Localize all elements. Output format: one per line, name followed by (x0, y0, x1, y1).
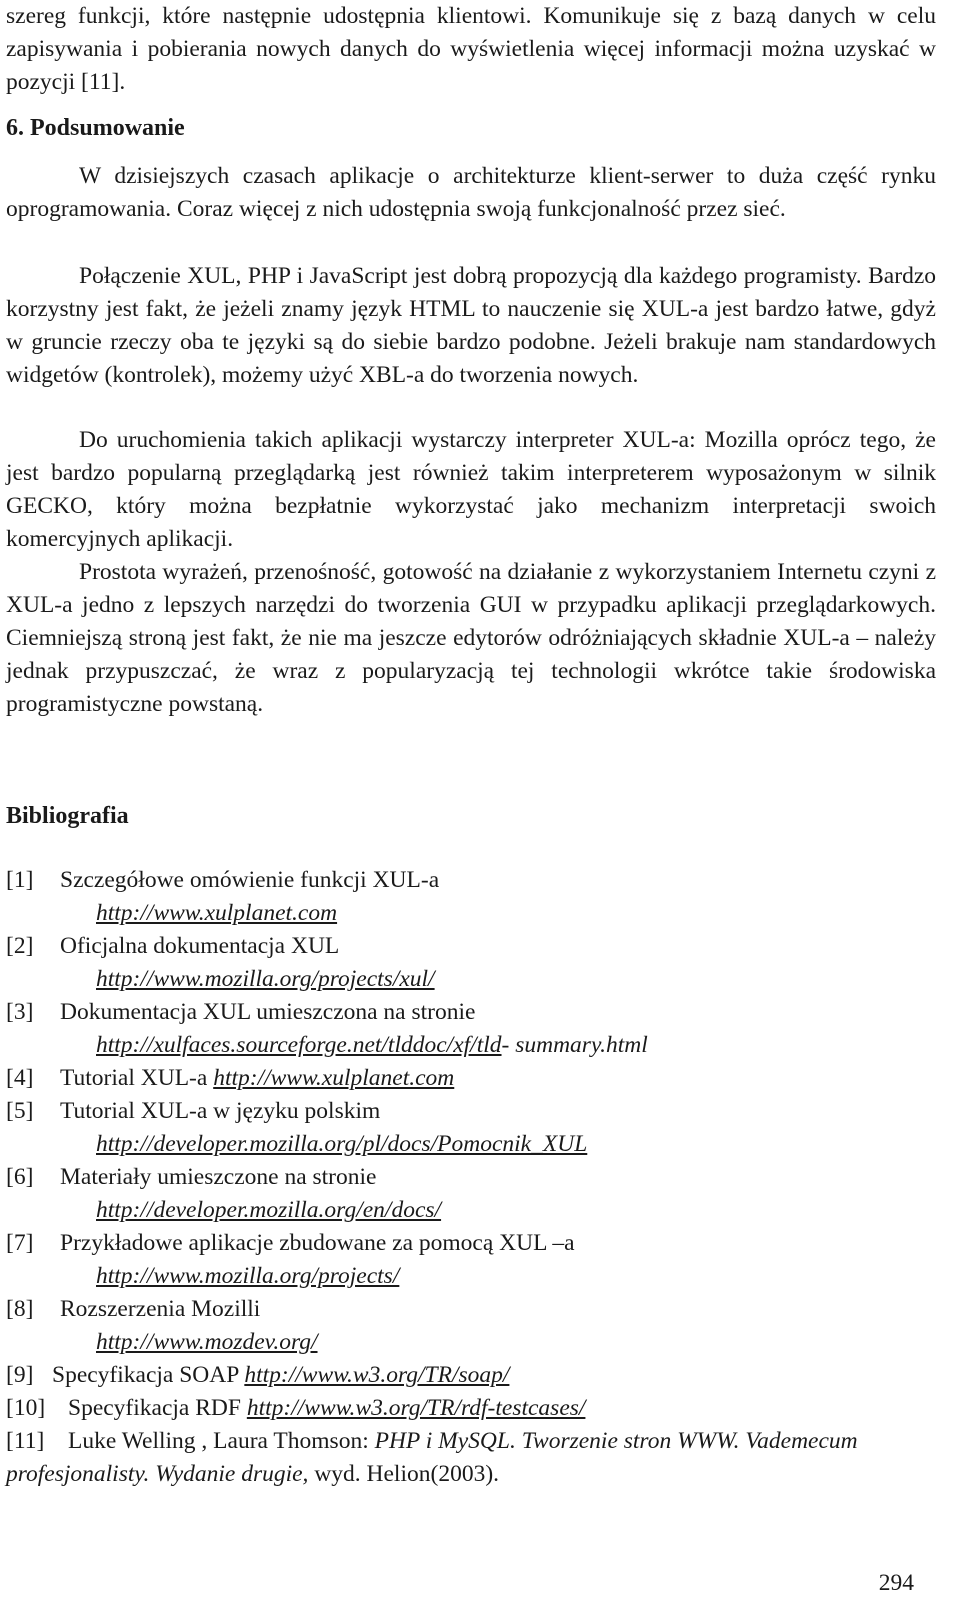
bibliography-item (6, 1227, 936, 1260)
ref-publisher: wyd. Helion(2003). (314, 1461, 500, 1487)
bibliography-heading: Bibliografia (6, 803, 129, 829)
summary-paragraph: W dzisiejszych czasach aplikacje o architekturze klient-serwer to duża część rynku oprogramowania. Coraz więcej z nich udostępnia swoją funkcjonalność przez sieć. (6, 163, 936, 222)
ref-number: [8] (6, 1296, 34, 1322)
ref-text: Dokumentacja XUL umieszczona na stronie (60, 999, 476, 1025)
bibliography-item (6, 1095, 936, 1128)
section-heading (6, 112, 185, 145)
ref-link[interactable]: http://www.mozdev.org/ (96, 1329, 318, 1355)
bibliography-item (6, 1425, 936, 1491)
ref-link[interactable]: http://www.mozilla.org/projects/ (96, 1263, 400, 1289)
ref-number: [7] (6, 1230, 34, 1256)
ref-link[interactable]: http://developer.mozilla.org/pl/docs/Pomocnik_XUL (96, 1131, 588, 1157)
ref-number: [6] (6, 1164, 34, 1190)
ref-book-title: PHP i MySQL. Tworzenie stron WWW. Vademecum profesjonalisty. Wydanie drugie, (6, 1428, 858, 1487)
bibliography-item (6, 864, 936, 897)
ref-number: [4] (6, 1065, 34, 1091)
ref-number: [3] (6, 999, 34, 1025)
section-title: Podsumowanie (30, 115, 185, 141)
ref-text: Specyfikacja SOAP (52, 1362, 239, 1388)
ref-authors: Luke Welling , Laura Thomson: (68, 1428, 369, 1454)
ref-number: [5] (6, 1098, 34, 1124)
ref-link[interactable]: http://www.mozilla.org/projects/xul/ (96, 966, 435, 992)
ref-text: Oficjalna dokumentacja XUL (60, 933, 340, 959)
bibliography-item (6, 1359, 936, 1392)
bibliography-item (6, 1161, 936, 1194)
ref-number: [11] (6, 1428, 45, 1454)
ref-link[interactable]: http://www.w3.org/TR/rdf-testcases/ (246, 1395, 586, 1421)
ref-number: [1] (6, 867, 34, 893)
ref-text: Specyfikacja RDF (68, 1395, 241, 1421)
ref-number: [9] (6, 1362, 34, 1388)
ref-link[interactable]: http://developer.mozilla.org/en/docs/ (96, 1197, 442, 1223)
bibliography-item (6, 996, 936, 1029)
page-number: 294 (878, 1570, 914, 1596)
summary-paragraph: Połączenie XUL, PHP i JavaScript jest dobrą propozycją dla każdego programisty. Bardzo korzystny jest fakt, że jeżeli znamy język HTML to nauczenie się XUL-a jest bardzo łatwe, gdyż w gruncie rzeczy oba te języki są do siebie bardzo podobne. Jeżeli brakuje nam standardowych widgetów (kontrolek), możemy użyć XBL-a do tworzenia nowych. (6, 263, 936, 388)
ref-text: Materiały umieszczone na stronie (60, 1164, 377, 1190)
intro-paragraph: szereg funkcji, które następnie udostępnia klientowi. Komunikuje się z bazą danych w celu zapisywania i pobierania nowych danych do wyświetlenia więcej informacji można uzyskać w pozycji [11]. (6, 3, 936, 95)
ref-number: [2] (6, 933, 34, 959)
summary-paragraph: Prostota wyrażeń, przenośność, gotowość na działanie z wykorzystaniem Internetu czyni z XUL-a jedno z lepszych narzędzi do tworzenia GUI w przypadku aplikacji przeglądarkowych. Ciemniejszą stroną jest fakt, że nie ma jeszcze edytorów odróżniających składnie XUL-a – należy jednak przypuszczać, że wraz z popularyzacją tej technologii wkrótce takie środowiska programistyczne powstaną. (6, 559, 936, 717)
bibliography-item (6, 930, 936, 963)
ref-link[interactable]: http://www.xulplanet.com (213, 1065, 455, 1091)
bibliography-list (6, 864, 936, 1491)
bibliography-item (6, 1062, 936, 1095)
ref-number: [10] (6, 1395, 46, 1421)
ref-text: Tutorial XUL-a (60, 1065, 208, 1091)
ref-text: Rozszerzenia Mozilli (60, 1296, 261, 1322)
ref-text: Szczegółowe omówienie funkcji XUL-a (60, 867, 440, 893)
ref-link[interactable]: http://www.xulplanet.com (96, 900, 338, 926)
bibliography-item (6, 1293, 936, 1326)
ref-link-suffix: - summary.html (501, 1032, 648, 1058)
section-number: 6. (6, 115, 24, 141)
bibliography-item (6, 1392, 936, 1425)
ref-link[interactable]: http://xulfaces.sourceforge.net/tlddoc/xf/tld (96, 1032, 502, 1058)
ref-link[interactable]: http://www.w3.org/TR/soap/ (244, 1362, 510, 1388)
summary-paragraph: Do uruchomienia takich aplikacji wystarczy interpreter XUL-a: Mozilla oprócz tego, że jest bardzo popularną przeglądarką jest również takim interpreterem wyposażonym w silnik GECKO, który można bezpłatnie wykorzystać jako mechanizm interpretacji swoich komercyjnych aplikacji. (6, 427, 936, 552)
ref-text: Przykładowe aplikacje zbudowane za pomocą XUL –a (60, 1230, 575, 1256)
ref-text: Tutorial XUL-a w języku polskim (60, 1098, 381, 1124)
